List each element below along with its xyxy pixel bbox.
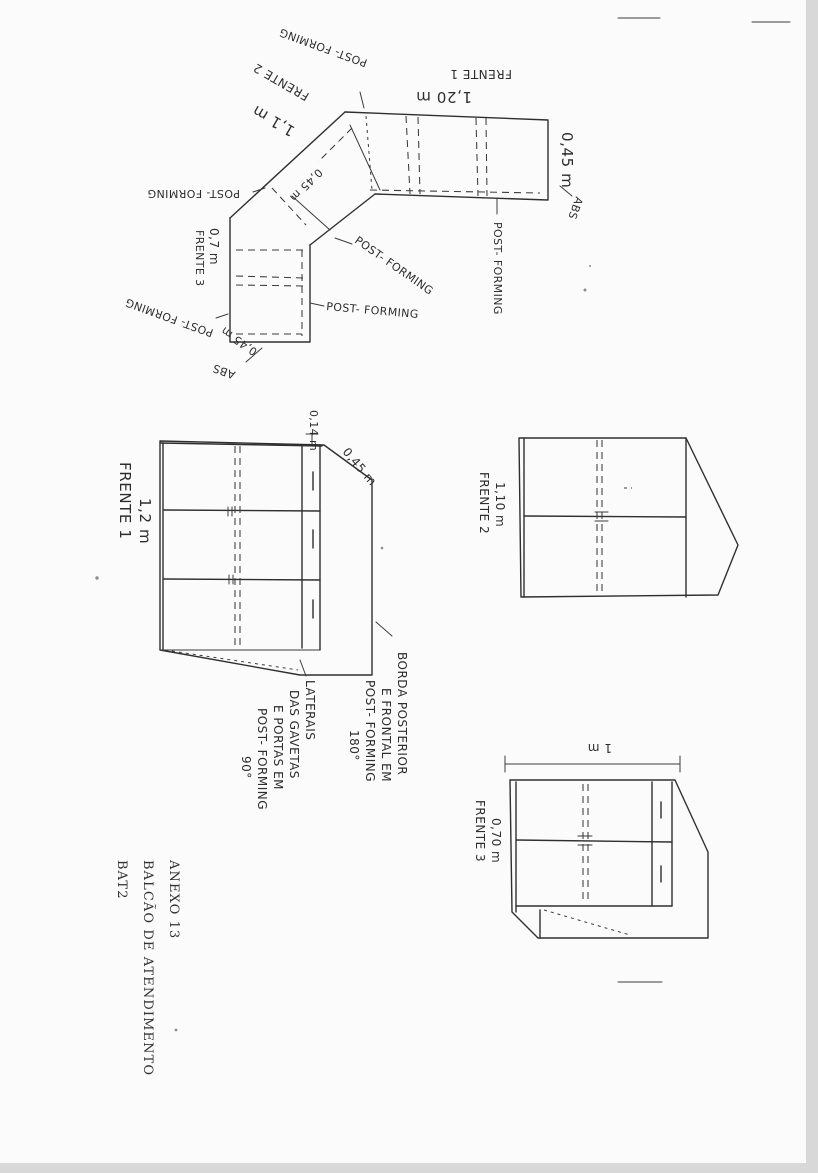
plan-front3-divider — [236, 276, 304, 278]
plan-front1-divider — [476, 118, 478, 196]
plan-post-forming-d: POST- FORMING — [352, 233, 436, 298]
front1-outline — [160, 441, 372, 675]
front3-length: 0,70 m — [489, 818, 503, 864]
speck — [381, 547, 384, 550]
front2-length: 1,10 m — [493, 482, 507, 528]
plan-front3-label: FRENTE 3 — [193, 230, 206, 287]
title-block — [114, 859, 181, 1076]
front1-shelf-line — [164, 579, 320, 580]
plan-front1-divider — [486, 118, 487, 196]
front1-note-edge-3: POST- FORMING — [363, 680, 377, 783]
plan-front3-divider — [236, 285, 304, 286]
front3-shelf-line — [516, 840, 672, 842]
plan-post-forming-a: POST- FORMING — [491, 222, 504, 315]
front1-note-sides-3: E PORTAS EM — [271, 705, 285, 791]
annex-code: BAT2 — [114, 860, 129, 900]
plan-front1-outline — [345, 112, 548, 200]
plan-front1-inner-line — [366, 116, 372, 190]
front3-dimension: 1 m — [587, 741, 612, 755]
front1-edge-leader — [376, 622, 392, 636]
plan-front2-label: FRENTE 2 — [250, 60, 312, 104]
plan-front1-label: FRENTE 1 — [449, 67, 512, 81]
elevation-front3 — [473, 741, 708, 938]
annex-title: ANEXO 13 — [166, 860, 181, 940]
front3-label: FRENTE 3 — [473, 800, 487, 863]
scan-edge-bottom — [0, 1163, 818, 1173]
plan-abs-a: ABS — [565, 194, 586, 222]
front1-note-sides-5: 90° — [239, 756, 253, 779]
front1-top-thickness: 0,14 m — [307, 410, 320, 452]
plan-post-forming-e: POST- FORMING — [325, 300, 420, 322]
plan-post-forming-c: POST- FORMING — [147, 187, 240, 200]
front1-sides-leader — [300, 660, 306, 676]
plan-front3-depth: 0,45 m — [218, 323, 260, 359]
front1-note-edge-2: E FRONTAL EM — [379, 688, 393, 783]
annex-subject: BALCÃO DE ATENDIMENTO — [140, 860, 155, 1077]
speck — [175, 1029, 178, 1032]
front1-base-hidden — [165, 650, 298, 670]
plan-view — [123, 25, 585, 381]
front1-note-edge-4: 180° — [347, 730, 361, 761]
front1-note-sides-1: LATERAIS — [303, 680, 317, 741]
front1-note-sides-4: POST- FORMING — [255, 708, 269, 811]
plan-front1-divider — [406, 116, 410, 194]
plan-front2-depth: 0,45 m — [286, 165, 326, 205]
leader-post-forming — [216, 314, 228, 318]
elevation-front1 — [116, 410, 409, 810]
front1-length: 1,2 m — [136, 498, 154, 545]
plan-front3-outline — [230, 218, 310, 342]
plan-front1-depth: 0,45 m — [558, 132, 576, 189]
plan-front1-length: 1,20 m — [415, 88, 472, 106]
plan-post-forming-f: POST- FORMING — [123, 295, 216, 340]
speck — [584, 289, 587, 292]
front1-depth: 0,45 m — [339, 444, 380, 489]
front1-note-edge-1: BORDA POSTERIOR — [395, 652, 409, 776]
leader-post-forming — [335, 238, 352, 244]
plan-corner-joint — [350, 125, 380, 190]
plan-front2-length: 1,1 m — [248, 101, 298, 141]
speck — [589, 265, 591, 267]
leader-post-forming — [310, 303, 324, 306]
front3-base-hidden — [544, 910, 630, 935]
scan-edge-right — [806, 0, 818, 1173]
plan-abs-b: ABS — [210, 361, 238, 382]
front1-label: FRENTE 1 — [116, 462, 134, 540]
plan-front1-divider — [418, 117, 420, 194]
elevation-front2 — [477, 438, 738, 597]
plan-front1-inner-line — [370, 190, 540, 193]
leader-post-forming — [360, 92, 364, 108]
front2-outline — [519, 438, 738, 597]
front1-shelf-line — [164, 510, 320, 511]
plan-post-forming-b: POST- FORMING — [277, 25, 370, 70]
speck — [95, 576, 98, 579]
front2-shelf-line — [524, 516, 686, 517]
front1-note-sides-2: DAS GAVETAS — [287, 690, 301, 779]
plan-front3-length: 0,7 m — [207, 228, 221, 266]
front2-label: FRENTE 2 — [477, 472, 491, 535]
